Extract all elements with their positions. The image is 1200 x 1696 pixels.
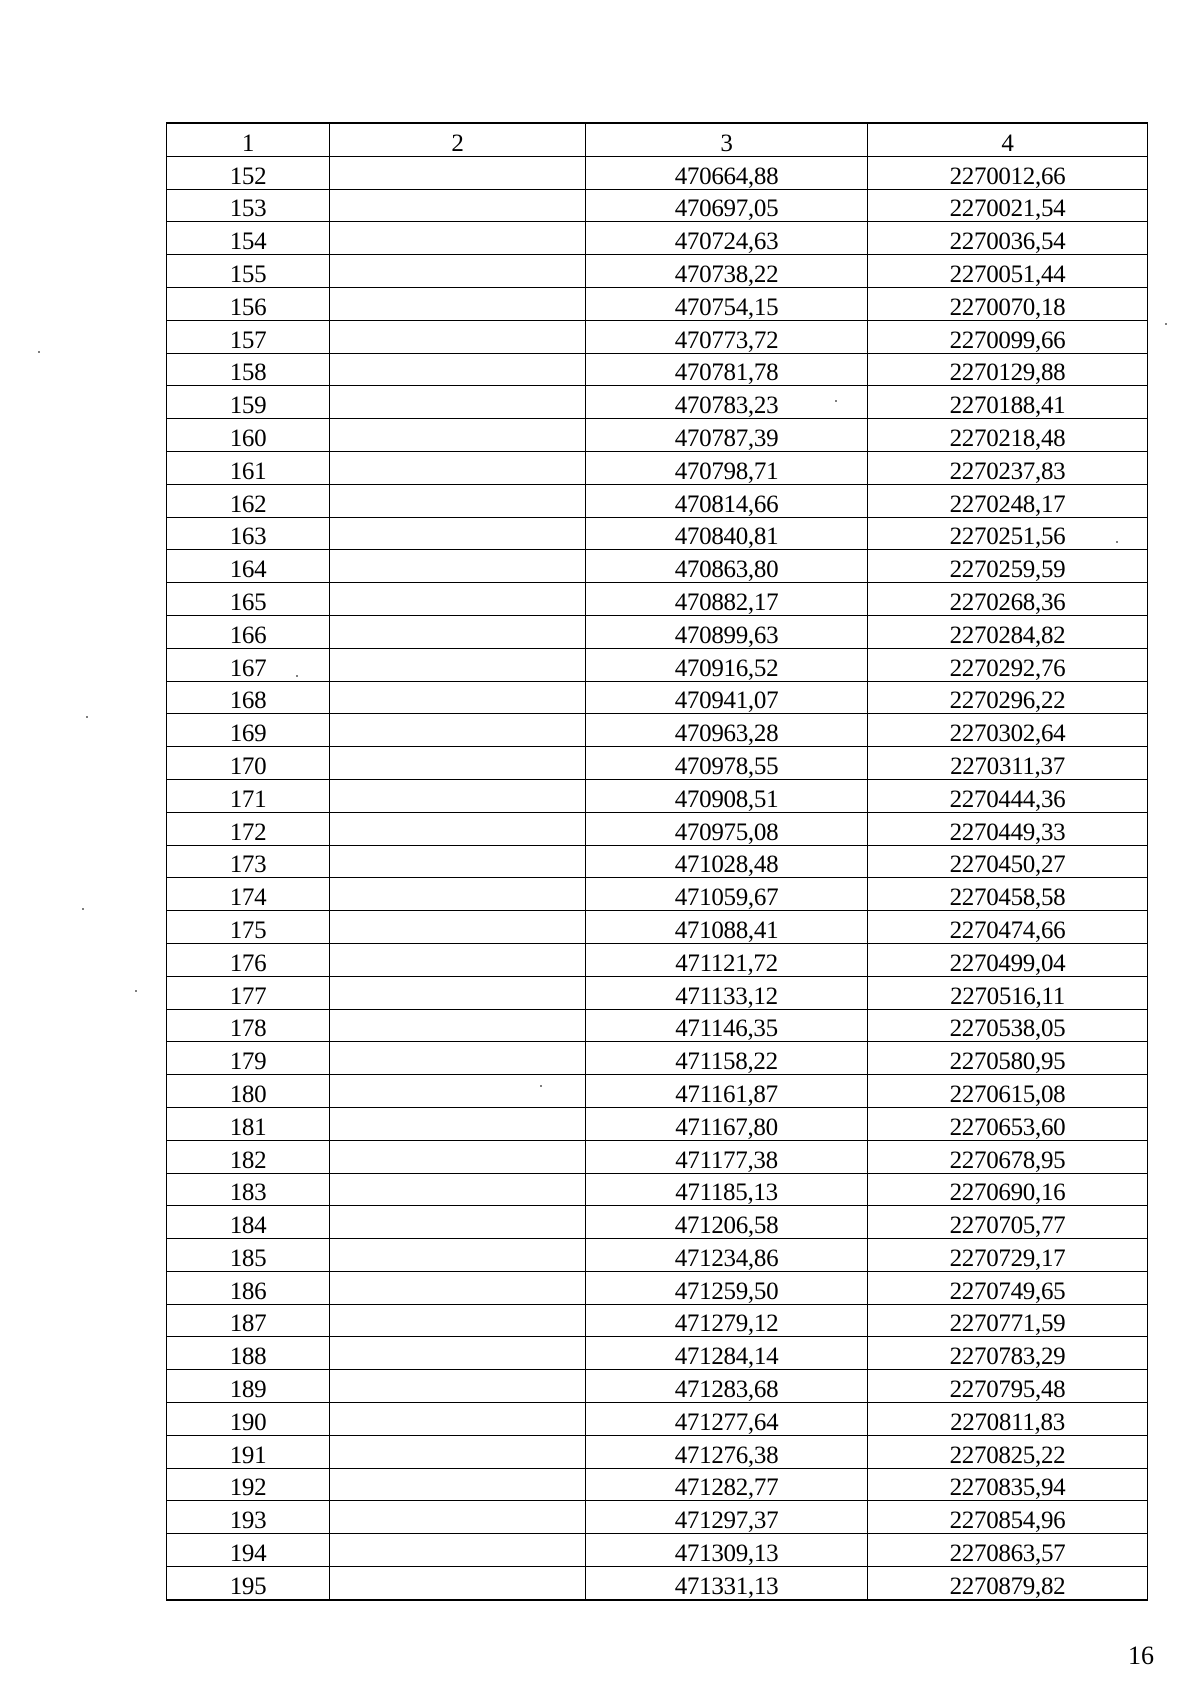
point-number-cell: 169 xyxy=(167,714,330,747)
description-cell xyxy=(330,1370,586,1403)
y-coordinate-cell: 2270516,11 xyxy=(868,976,1148,1009)
table-row xyxy=(167,1337,1148,1370)
point-number-cell: 186 xyxy=(167,1271,330,1304)
description-cell xyxy=(330,648,586,681)
y-coordinate-cell: 2270051,44 xyxy=(868,255,1148,288)
scan-speck xyxy=(38,351,40,353)
description-cell xyxy=(330,976,586,1009)
x-coordinate-cell: 470863,80 xyxy=(586,550,868,583)
description-cell xyxy=(330,1042,586,1075)
x-coordinate-cell: 471279,12 xyxy=(586,1304,868,1337)
description-cell xyxy=(330,255,586,288)
x-coordinate-cell: 470908,51 xyxy=(586,779,868,812)
x-coordinate-cell: 471206,58 xyxy=(586,1206,868,1239)
x-coordinate-cell: 470781,78 xyxy=(586,353,868,386)
y-coordinate-cell: 2270311,37 xyxy=(868,747,1148,780)
point-number-cell: 188 xyxy=(167,1337,330,1370)
description-cell xyxy=(330,1271,586,1304)
description-cell xyxy=(330,156,586,189)
point-number-cell: 165 xyxy=(167,583,330,616)
y-coordinate-cell: 2270795,48 xyxy=(868,1370,1148,1403)
x-coordinate-cell: 470664,88 xyxy=(586,156,868,189)
table-row xyxy=(167,648,1148,681)
description-cell xyxy=(330,1206,586,1239)
y-coordinate-cell: 2270825,22 xyxy=(868,1435,1148,1468)
point-number-cell: 180 xyxy=(167,1075,330,1108)
x-coordinate-cell: 470899,63 xyxy=(586,615,868,648)
point-number-cell: 153 xyxy=(167,189,330,222)
x-coordinate-cell: 471277,64 xyxy=(586,1403,868,1436)
x-coordinate-cell: 471059,67 xyxy=(586,878,868,911)
x-coordinate-cell: 471284,14 xyxy=(586,1337,868,1370)
description-cell xyxy=(330,1239,586,1272)
description-cell xyxy=(330,747,586,780)
y-coordinate-cell: 2270284,82 xyxy=(868,615,1148,648)
description-cell xyxy=(330,681,586,714)
table-row xyxy=(167,1501,1148,1534)
description-cell xyxy=(330,1501,586,1534)
table-row xyxy=(167,1370,1148,1403)
scan-speck xyxy=(1165,323,1167,325)
point-number-cell: 172 xyxy=(167,812,330,845)
description-cell xyxy=(330,779,586,812)
description-cell xyxy=(330,287,586,320)
point-number-cell: 192 xyxy=(167,1468,330,1501)
table-row xyxy=(167,156,1148,189)
description-cell xyxy=(330,222,586,255)
description-cell xyxy=(330,189,586,222)
table-row xyxy=(167,1173,1148,1206)
table-row xyxy=(167,1567,1148,1600)
description-cell xyxy=(330,484,586,517)
x-coordinate-cell: 470738,22 xyxy=(586,255,868,288)
y-coordinate-cell: 2270296,22 xyxy=(868,681,1148,714)
x-coordinate-cell: 471167,80 xyxy=(586,1107,868,1140)
y-coordinate-cell: 2270749,65 xyxy=(868,1271,1148,1304)
y-coordinate-cell: 2270615,08 xyxy=(868,1075,1148,1108)
y-coordinate-cell: 2270771,59 xyxy=(868,1304,1148,1337)
description-cell xyxy=(330,583,586,616)
y-coordinate-cell: 2270070,18 xyxy=(868,287,1148,320)
point-number-cell: 155 xyxy=(167,255,330,288)
table-row xyxy=(167,1403,1148,1436)
y-coordinate-cell: 2270099,66 xyxy=(868,320,1148,353)
point-number-cell: 152 xyxy=(167,156,330,189)
column-header-2: 2 xyxy=(330,123,586,156)
table-row xyxy=(167,189,1148,222)
table-row xyxy=(167,976,1148,1009)
scan-speck xyxy=(135,990,137,992)
point-number-cell: 179 xyxy=(167,1042,330,1075)
description-cell xyxy=(330,353,586,386)
point-number-cell: 158 xyxy=(167,353,330,386)
description-cell xyxy=(330,615,586,648)
point-number-cell: 168 xyxy=(167,681,330,714)
point-number-cell: 161 xyxy=(167,451,330,484)
description-cell xyxy=(330,451,586,484)
y-coordinate-cell: 2270302,64 xyxy=(868,714,1148,747)
point-number-cell: 156 xyxy=(167,287,330,320)
description-cell xyxy=(330,911,586,944)
description-cell xyxy=(330,1403,586,1436)
y-coordinate-cell: 2270268,36 xyxy=(868,583,1148,616)
point-number-cell: 157 xyxy=(167,320,330,353)
y-coordinate-cell: 2270444,36 xyxy=(868,779,1148,812)
table-row xyxy=(167,517,1148,550)
description-cell xyxy=(330,1534,586,1567)
point-number-cell: 173 xyxy=(167,845,330,878)
point-number-cell: 189 xyxy=(167,1370,330,1403)
y-coordinate-cell: 2270012,66 xyxy=(868,156,1148,189)
description-cell xyxy=(330,878,586,911)
table-row xyxy=(167,714,1148,747)
description-cell xyxy=(330,1009,586,1042)
description-cell xyxy=(330,386,586,419)
x-coordinate-cell: 470916,52 xyxy=(586,648,868,681)
x-coordinate-cell: 471146,35 xyxy=(586,1009,868,1042)
point-number-cell: 176 xyxy=(167,943,330,976)
x-coordinate-cell: 471158,22 xyxy=(586,1042,868,1075)
x-coordinate-cell: 470840,81 xyxy=(586,517,868,550)
point-number-cell: 163 xyxy=(167,517,330,550)
table-row xyxy=(167,419,1148,452)
scan-speck xyxy=(82,908,84,910)
page-number: 16 xyxy=(1128,1641,1154,1670)
x-coordinate-cell: 470814,66 xyxy=(586,484,868,517)
point-number-cell: 183 xyxy=(167,1173,330,1206)
point-number-cell: 167 xyxy=(167,648,330,681)
point-number-cell: 193 xyxy=(167,1501,330,1534)
table-row xyxy=(167,484,1148,517)
description-cell xyxy=(330,1075,586,1108)
column-header-1: 1 xyxy=(167,123,330,156)
x-coordinate-cell: 470724,63 xyxy=(586,222,868,255)
table-row xyxy=(167,320,1148,353)
point-number-cell: 171 xyxy=(167,779,330,812)
table-row xyxy=(167,1304,1148,1337)
description-cell xyxy=(330,812,586,845)
point-number-cell: 195 xyxy=(167,1567,330,1600)
x-coordinate-cell: 471309,13 xyxy=(586,1534,868,1567)
x-coordinate-cell: 470787,39 xyxy=(586,419,868,452)
y-coordinate-cell: 2270811,83 xyxy=(868,1403,1148,1436)
point-number-cell: 181 xyxy=(167,1107,330,1140)
x-coordinate-cell: 470697,05 xyxy=(586,189,868,222)
point-number-cell: 191 xyxy=(167,1435,330,1468)
x-coordinate-cell: 471177,38 xyxy=(586,1140,868,1173)
scan-speck xyxy=(835,400,837,402)
point-number-cell: 178 xyxy=(167,1009,330,1042)
y-coordinate-cell: 2270474,66 xyxy=(868,911,1148,944)
table-row xyxy=(167,878,1148,911)
description-cell xyxy=(330,1304,586,1337)
description-cell xyxy=(330,419,586,452)
description-cell xyxy=(330,517,586,550)
x-coordinate-cell: 471028,48 xyxy=(586,845,868,878)
x-coordinate-cell: 471185,13 xyxy=(586,1173,868,1206)
table-row xyxy=(167,747,1148,780)
table-row xyxy=(167,255,1148,288)
description-cell xyxy=(330,1337,586,1370)
x-coordinate-cell: 470941,07 xyxy=(586,681,868,714)
scan-speck xyxy=(540,1085,542,1087)
y-coordinate-cell: 2270292,76 xyxy=(868,648,1148,681)
x-coordinate-cell: 470798,71 xyxy=(586,451,868,484)
y-coordinate-cell: 2270188,41 xyxy=(868,386,1148,419)
table-row xyxy=(167,615,1148,648)
description-cell xyxy=(330,845,586,878)
description-cell xyxy=(330,1435,586,1468)
column-header-4: 4 xyxy=(868,123,1148,156)
table-row xyxy=(167,1107,1148,1140)
table-row xyxy=(167,681,1148,714)
point-number-cell: 164 xyxy=(167,550,330,583)
table-row xyxy=(167,1140,1148,1173)
y-coordinate-cell: 2270705,77 xyxy=(868,1206,1148,1239)
table-row xyxy=(167,386,1148,419)
x-coordinate-cell: 470783,23 xyxy=(586,386,868,419)
y-coordinate-cell: 2270458,58 xyxy=(868,878,1148,911)
table-header xyxy=(167,123,1148,156)
y-coordinate-cell: 2270854,96 xyxy=(868,1501,1148,1534)
x-coordinate-cell: 471282,77 xyxy=(586,1468,868,1501)
y-coordinate-cell: 2270449,33 xyxy=(868,812,1148,845)
x-coordinate-cell: 471133,12 xyxy=(586,976,868,1009)
y-coordinate-cell: 2270538,05 xyxy=(868,1009,1148,1042)
y-coordinate-cell: 2270678,95 xyxy=(868,1140,1148,1173)
header-row xyxy=(167,123,1148,156)
y-coordinate-cell: 2270499,04 xyxy=(868,943,1148,976)
point-number-cell: 170 xyxy=(167,747,330,780)
point-number-cell: 182 xyxy=(167,1140,330,1173)
x-coordinate-cell: 471161,87 xyxy=(586,1075,868,1108)
description-cell xyxy=(330,1107,586,1140)
description-cell xyxy=(330,714,586,747)
scan-speck xyxy=(1116,541,1118,543)
scan-speck xyxy=(86,716,88,718)
scan-speck xyxy=(296,675,298,677)
y-coordinate-cell: 2270863,57 xyxy=(868,1534,1148,1567)
x-coordinate-cell: 471088,41 xyxy=(586,911,868,944)
point-number-cell: 160 xyxy=(167,419,330,452)
y-coordinate-cell: 2270450,27 xyxy=(868,845,1148,878)
y-coordinate-cell: 2270879,82 xyxy=(868,1567,1148,1600)
table-row xyxy=(167,287,1148,320)
x-coordinate-cell: 471121,72 xyxy=(586,943,868,976)
table-row xyxy=(167,911,1148,944)
table-row xyxy=(167,943,1148,976)
x-coordinate-cell: 471234,86 xyxy=(586,1239,868,1272)
description-cell xyxy=(330,320,586,353)
description-cell xyxy=(330,943,586,976)
x-coordinate-cell: 471259,50 xyxy=(586,1271,868,1304)
column-header-3: 3 xyxy=(586,123,868,156)
point-number-cell: 177 xyxy=(167,976,330,1009)
coordinates-table xyxy=(166,122,1148,1601)
description-cell xyxy=(330,1468,586,1501)
table-row xyxy=(167,1206,1148,1239)
description-cell xyxy=(330,550,586,583)
x-coordinate-cell: 470978,55 xyxy=(586,747,868,780)
y-coordinate-cell: 2270835,94 xyxy=(868,1468,1148,1501)
point-number-cell: 162 xyxy=(167,484,330,517)
description-cell xyxy=(330,1140,586,1173)
table-row xyxy=(167,845,1148,878)
point-number-cell: 190 xyxy=(167,1403,330,1436)
y-coordinate-cell: 2270237,83 xyxy=(868,451,1148,484)
x-coordinate-cell: 470773,72 xyxy=(586,320,868,353)
table-row xyxy=(167,1042,1148,1075)
x-coordinate-cell: 471297,37 xyxy=(586,1501,868,1534)
table-row xyxy=(167,1239,1148,1272)
table-row xyxy=(167,222,1148,255)
y-coordinate-cell: 2270218,48 xyxy=(868,419,1148,452)
description-cell xyxy=(330,1173,586,1206)
y-coordinate-cell: 2270690,16 xyxy=(868,1173,1148,1206)
table-body xyxy=(167,156,1148,1600)
table-row xyxy=(167,1468,1148,1501)
point-number-cell: 174 xyxy=(167,878,330,911)
table-row xyxy=(167,583,1148,616)
point-number-cell: 185 xyxy=(167,1239,330,1272)
y-coordinate-cell: 2270259,59 xyxy=(868,550,1148,583)
y-coordinate-cell: 2270580,95 xyxy=(868,1042,1148,1075)
point-number-cell: 159 xyxy=(167,386,330,419)
table-row xyxy=(167,1435,1148,1468)
x-coordinate-cell: 471331,13 xyxy=(586,1567,868,1600)
x-coordinate-cell: 470754,15 xyxy=(586,287,868,320)
y-coordinate-cell: 2270021,54 xyxy=(868,189,1148,222)
point-number-cell: 184 xyxy=(167,1206,330,1239)
table-row xyxy=(167,1534,1148,1567)
table-row xyxy=(167,1075,1148,1108)
y-coordinate-cell: 2270248,17 xyxy=(868,484,1148,517)
point-number-cell: 194 xyxy=(167,1534,330,1567)
x-coordinate-cell: 471276,38 xyxy=(586,1435,868,1468)
point-number-cell: 187 xyxy=(167,1304,330,1337)
description-cell xyxy=(330,1567,586,1600)
table-row xyxy=(167,550,1148,583)
table-row xyxy=(167,1271,1148,1304)
y-coordinate-cell: 2270129,88 xyxy=(868,353,1148,386)
y-coordinate-cell: 2270036,54 xyxy=(868,222,1148,255)
table-row xyxy=(167,1009,1148,1042)
y-coordinate-cell: 2270783,29 xyxy=(868,1337,1148,1370)
point-number-cell: 175 xyxy=(167,911,330,944)
table-row xyxy=(167,451,1148,484)
x-coordinate-cell: 470882,17 xyxy=(586,583,868,616)
x-coordinate-cell: 471283,68 xyxy=(586,1370,868,1403)
table-row xyxy=(167,812,1148,845)
y-coordinate-cell: 2270729,17 xyxy=(868,1239,1148,1272)
y-coordinate-cell: 2270653,60 xyxy=(868,1107,1148,1140)
x-coordinate-cell: 470963,28 xyxy=(586,714,868,747)
table-row xyxy=(167,779,1148,812)
point-number-cell: 154 xyxy=(167,222,330,255)
x-coordinate-cell: 470975,08 xyxy=(586,812,868,845)
point-number-cell: 166 xyxy=(167,615,330,648)
table-row xyxy=(167,353,1148,386)
y-coordinate-cell: 2270251,56 xyxy=(868,517,1148,550)
